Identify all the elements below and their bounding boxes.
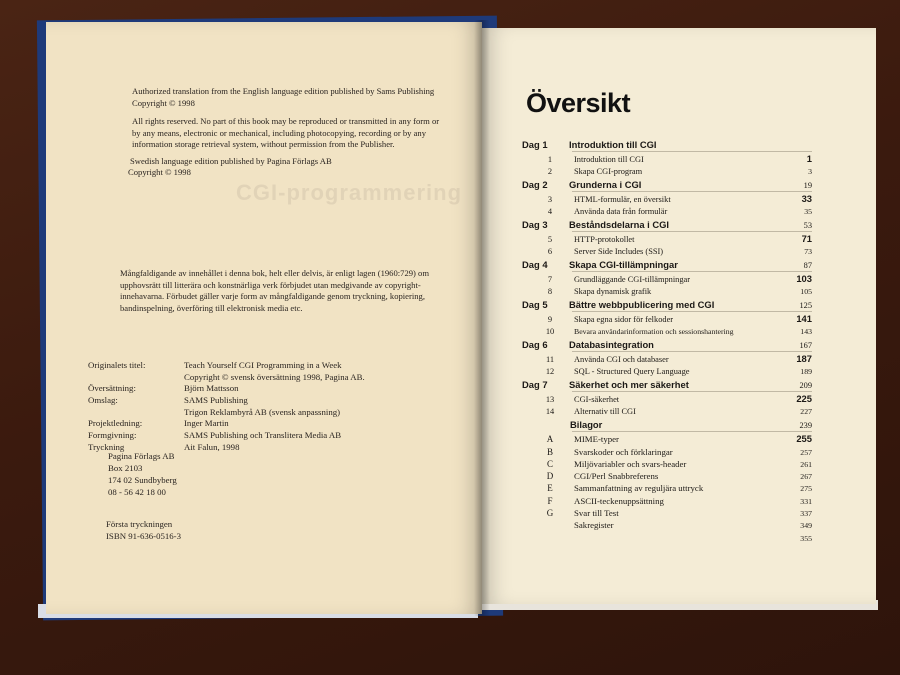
chapter-number: 4 (547, 207, 553, 216)
chapter-title: Använda data från formulär (574, 207, 668, 216)
chapter-number: 8 (547, 287, 553, 296)
chapter-page: 73 (804, 247, 812, 256)
appendix-letter: B (546, 446, 553, 457)
toc-chapter-row (522, 364, 812, 376)
appendix-item-page: 355 (800, 533, 812, 543)
appendix-letter: G (546, 508, 554, 519)
appendix-title: Sakregister (574, 520, 614, 531)
rights-line: by any means, electronic or mechanical, including photocopying, recording or by any (132, 127, 427, 138)
chapter-page: 227 (800, 407, 812, 416)
toc-chapter-row (522, 284, 812, 296)
chapter-page: 103 (796, 273, 812, 284)
day-page: 209 (799, 381, 812, 390)
toc-appendix-item (522, 444, 812, 456)
book-gutter (474, 20, 490, 616)
chapter-title: Skapa CGI-program (574, 167, 643, 176)
credit-value: SAMS Publishing och Translitera Media AB (184, 430, 342, 441)
publisher-address (108, 450, 177, 498)
chapter-title: Använda CGI och databaser (574, 355, 669, 364)
toc-appendix-item (522, 469, 812, 481)
chapter-number: 9 (547, 315, 553, 324)
credit-row (88, 360, 365, 372)
day-page: 167 (799, 341, 812, 350)
credit-value: Teach Yourself CGI Programming in a Week (184, 360, 342, 370)
rights-line: All rights reserved. No part of this book may be reproduced or transmitted in any form or (132, 116, 440, 126)
address-line: Box 2103 (108, 463, 143, 473)
notice-line: bandinspelning, överföring till elektronisk media etc. (120, 302, 303, 313)
page-title: Översikt (526, 88, 631, 118)
notice-line: innehavarna. Förbudet gäller varje form av mångfaldigande genom tryckning, kopiering, (120, 291, 425, 302)
show-through-text: CGI-programmering (236, 180, 463, 205)
credit-row (88, 395, 365, 407)
toc-chapter-row (522, 164, 812, 176)
day-label: Dag 4 (522, 259, 548, 270)
table-of-contents (522, 136, 812, 543)
chapter-title: Server Side Includes (SSI) (574, 247, 664, 256)
credit-value: Björn Mattsson (184, 383, 239, 394)
credit-label: Omslag: (88, 395, 118, 406)
appendix-title: Svar till Test (574, 508, 619, 519)
chapter-page: 143 (800, 327, 812, 336)
credit-value: Trigon Reklambyrå AB (svensk anpassning) (184, 406, 341, 417)
appendix-item-page: 337 (800, 509, 812, 519)
credit-row (88, 418, 365, 430)
credit-row (88, 383, 365, 395)
appendix-letter: A (546, 434, 554, 445)
day-title: Databasintegration (569, 339, 654, 350)
chapter-number: 5 (547, 235, 553, 244)
toc-chapter-row (522, 404, 812, 416)
appendix-item-page: 255 (796, 433, 812, 445)
credit-row (88, 372, 365, 384)
chapter-page: 35 (804, 207, 812, 216)
appendix-title: ASCII-teckenuppsättning (574, 495, 664, 506)
toc-day-row (522, 137, 812, 150)
chapter-page: 1 (806, 153, 812, 164)
address-line: Pagina Förlags AB (108, 451, 175, 461)
day-title: Säkerhet och mer säkerhet (569, 379, 689, 390)
chapter-title: Bevara användarinformation och sessionshantering (574, 327, 734, 336)
toc-appendix-item (522, 506, 812, 518)
chapter-title: Grundläggande CGI-tillämpningar (574, 275, 691, 284)
appendix-item-page: 261 (800, 459, 812, 469)
chapter-number: 11 (545, 355, 555, 364)
credit-label (88, 372, 184, 384)
isbn: ISBN 91-636-0516-3 (106, 531, 182, 541)
address-line: 174 02 Sundbyberg (108, 475, 177, 485)
notice-line: upphovsrätt till litterära och konstnärliga verk förbjudet utan medgivande av copyright- (120, 279, 421, 290)
day-page: 87 (803, 261, 812, 270)
toc-chapter-row (522, 204, 812, 216)
appendix-letter: D (546, 471, 554, 482)
toc-appendix-row (522, 417, 812, 430)
chapter-title: Alternativ till CGI (574, 407, 636, 416)
chapter-number: 7 (547, 275, 553, 284)
day-title: Beståndsdelarna i CGI (569, 219, 670, 230)
printing-line: Första tryckningen (106, 519, 173, 529)
chapter-page: 105 (800, 287, 812, 296)
chapter-page: 71 (801, 233, 812, 244)
credit-value: SAMS Publishing (184, 395, 248, 406)
toc-day-row (522, 297, 812, 310)
chapter-number: 12 (545, 367, 555, 376)
chapter-number: 10 (545, 327, 555, 336)
appendix-item-page: 257 (800, 447, 812, 457)
credits-block (88, 360, 365, 454)
rights-line: Copyright © 1998 (128, 167, 191, 177)
chapter-page: 189 (800, 367, 812, 376)
day-title: Skapa CGI-tillämpningar (569, 259, 678, 270)
toc-chapter-row (522, 312, 812, 324)
credit-label: Originalets titel: (88, 360, 146, 370)
day-page: 19 (803, 181, 812, 190)
rights-line: Copyright © 1998 (132, 97, 195, 108)
toc-appendix-item (522, 493, 812, 505)
appendix-title: MIME-typer (574, 434, 619, 445)
toc-chapter-row (522, 192, 812, 204)
appendix-title: Svarskoder och förklaringar (574, 446, 673, 457)
credit-row (88, 430, 365, 442)
toc-chapter-row (522, 152, 812, 164)
credit-label: Tryckning (88, 441, 125, 452)
credit-value: Inger Martin (184, 418, 229, 429)
appendix-title: Miljövariabler och svars-header (574, 458, 687, 469)
credit-label: Formgivning: (88, 430, 137, 441)
appendix-label: Bilagor (570, 419, 603, 430)
printing-info (106, 518, 181, 542)
credit-label (88, 407, 184, 419)
appendix-letter: C (546, 458, 553, 469)
chapter-number: 13 (545, 395, 555, 404)
rights-line: information storage retrieval system, without permission from the Publisher. (132, 139, 395, 149)
day-title: Bättre webbpublicering med CGI (569, 299, 715, 310)
credit-value: Ait Falun, 1998 (184, 441, 240, 452)
appendix-item-page: 267 (800, 472, 812, 482)
chapter-number: 1 (547, 155, 553, 164)
toc-appendix-item (522, 530, 812, 542)
toc-chapter-row (522, 232, 812, 244)
toc-chapter-row (522, 392, 812, 404)
rights-line: Authorized translation from the English language edition published by Sams Publishing (132, 86, 435, 96)
day-title: Grunderna i CGI (569, 179, 642, 190)
toc-chapter-row (522, 244, 812, 256)
toc-day-row (522, 257, 812, 270)
day-page: 53 (803, 221, 812, 230)
chapter-number: 2 (547, 167, 553, 176)
address-line: 08 - 56 42 18 00 (108, 487, 166, 497)
chapter-title: CGI-säkerhet (574, 395, 620, 404)
day-label: Dag 7 (522, 379, 548, 390)
day-page: 125 (799, 301, 812, 310)
day-label: Dag 5 (522, 299, 548, 310)
day-label: Dag 2 (522, 179, 548, 190)
day-label: Dag 3 (522, 219, 548, 230)
credit-label: Översättning: (88, 383, 136, 394)
chapter-title: Skapa dynamisk grafik (574, 287, 652, 296)
chapter-page: 225 (796, 393, 812, 404)
chapter-page: 141 (796, 313, 812, 324)
day-title: Introduktion till CGI (569, 139, 657, 150)
day-label: Dag 6 (522, 339, 548, 350)
appendix-page: 239 (799, 421, 812, 430)
toc-day-row (522, 177, 812, 190)
chapter-number: 6 (547, 247, 553, 256)
chapter-title: SQL - Structured Query Language (574, 367, 690, 376)
appendix-letter: F (547, 495, 553, 506)
toc-appendix-item (522, 518, 812, 530)
toc-appendix-item (522, 432, 812, 444)
appendix-item-page: 331 (800, 496, 812, 506)
appendix-item-page: 275 (800, 484, 812, 494)
chapter-title: HTTP-protokollet (574, 235, 635, 244)
credit-label: Projektledning: (88, 418, 143, 429)
toc-appendix-item (522, 457, 812, 469)
chapter-title: HTML-formulär, en översikt (574, 195, 671, 204)
day-label: Dag 1 (522, 139, 548, 150)
toc-chapter-row (522, 272, 812, 284)
appendix-title: Sammanfattning av reguljära uttryck (574, 483, 704, 494)
credit-value: Copyright © svensk översättning 1998, Pagina AB. (184, 371, 365, 382)
credit-row (88, 407, 365, 419)
chapter-page: 187 (796, 353, 812, 364)
notice-line: Mångfaldigande av innehållet i denna bok, helt eller delvis, är enligt lagen (1960:729) om (120, 268, 430, 278)
chapter-title: Skapa egna sidor för felkoder (574, 315, 674, 324)
chapter-number: 14 (545, 407, 555, 416)
copyright-block (128, 86, 462, 179)
toc-chapter-row (522, 324, 812, 336)
chapter-number: 3 (547, 195, 553, 204)
rights-line: Swedish language edition published by Pagina Förlags AB (130, 155, 332, 166)
toc-day-row (522, 377, 812, 390)
toc-day-row (522, 217, 812, 230)
appendix-title: CGI/Perl Snabbreferens (574, 471, 659, 482)
appendix-letter: E (547, 483, 553, 494)
toc-chapter-row (522, 352, 812, 364)
chapter-page: 3 (808, 167, 812, 176)
legal-notice (120, 268, 460, 314)
toc-appendix-item (522, 481, 812, 493)
chapter-page: 33 (801, 193, 812, 204)
chapter-title: Introduktion till CGI (574, 155, 644, 164)
appendix-item-page: 349 (800, 521, 812, 531)
toc-day-row (522, 337, 812, 350)
